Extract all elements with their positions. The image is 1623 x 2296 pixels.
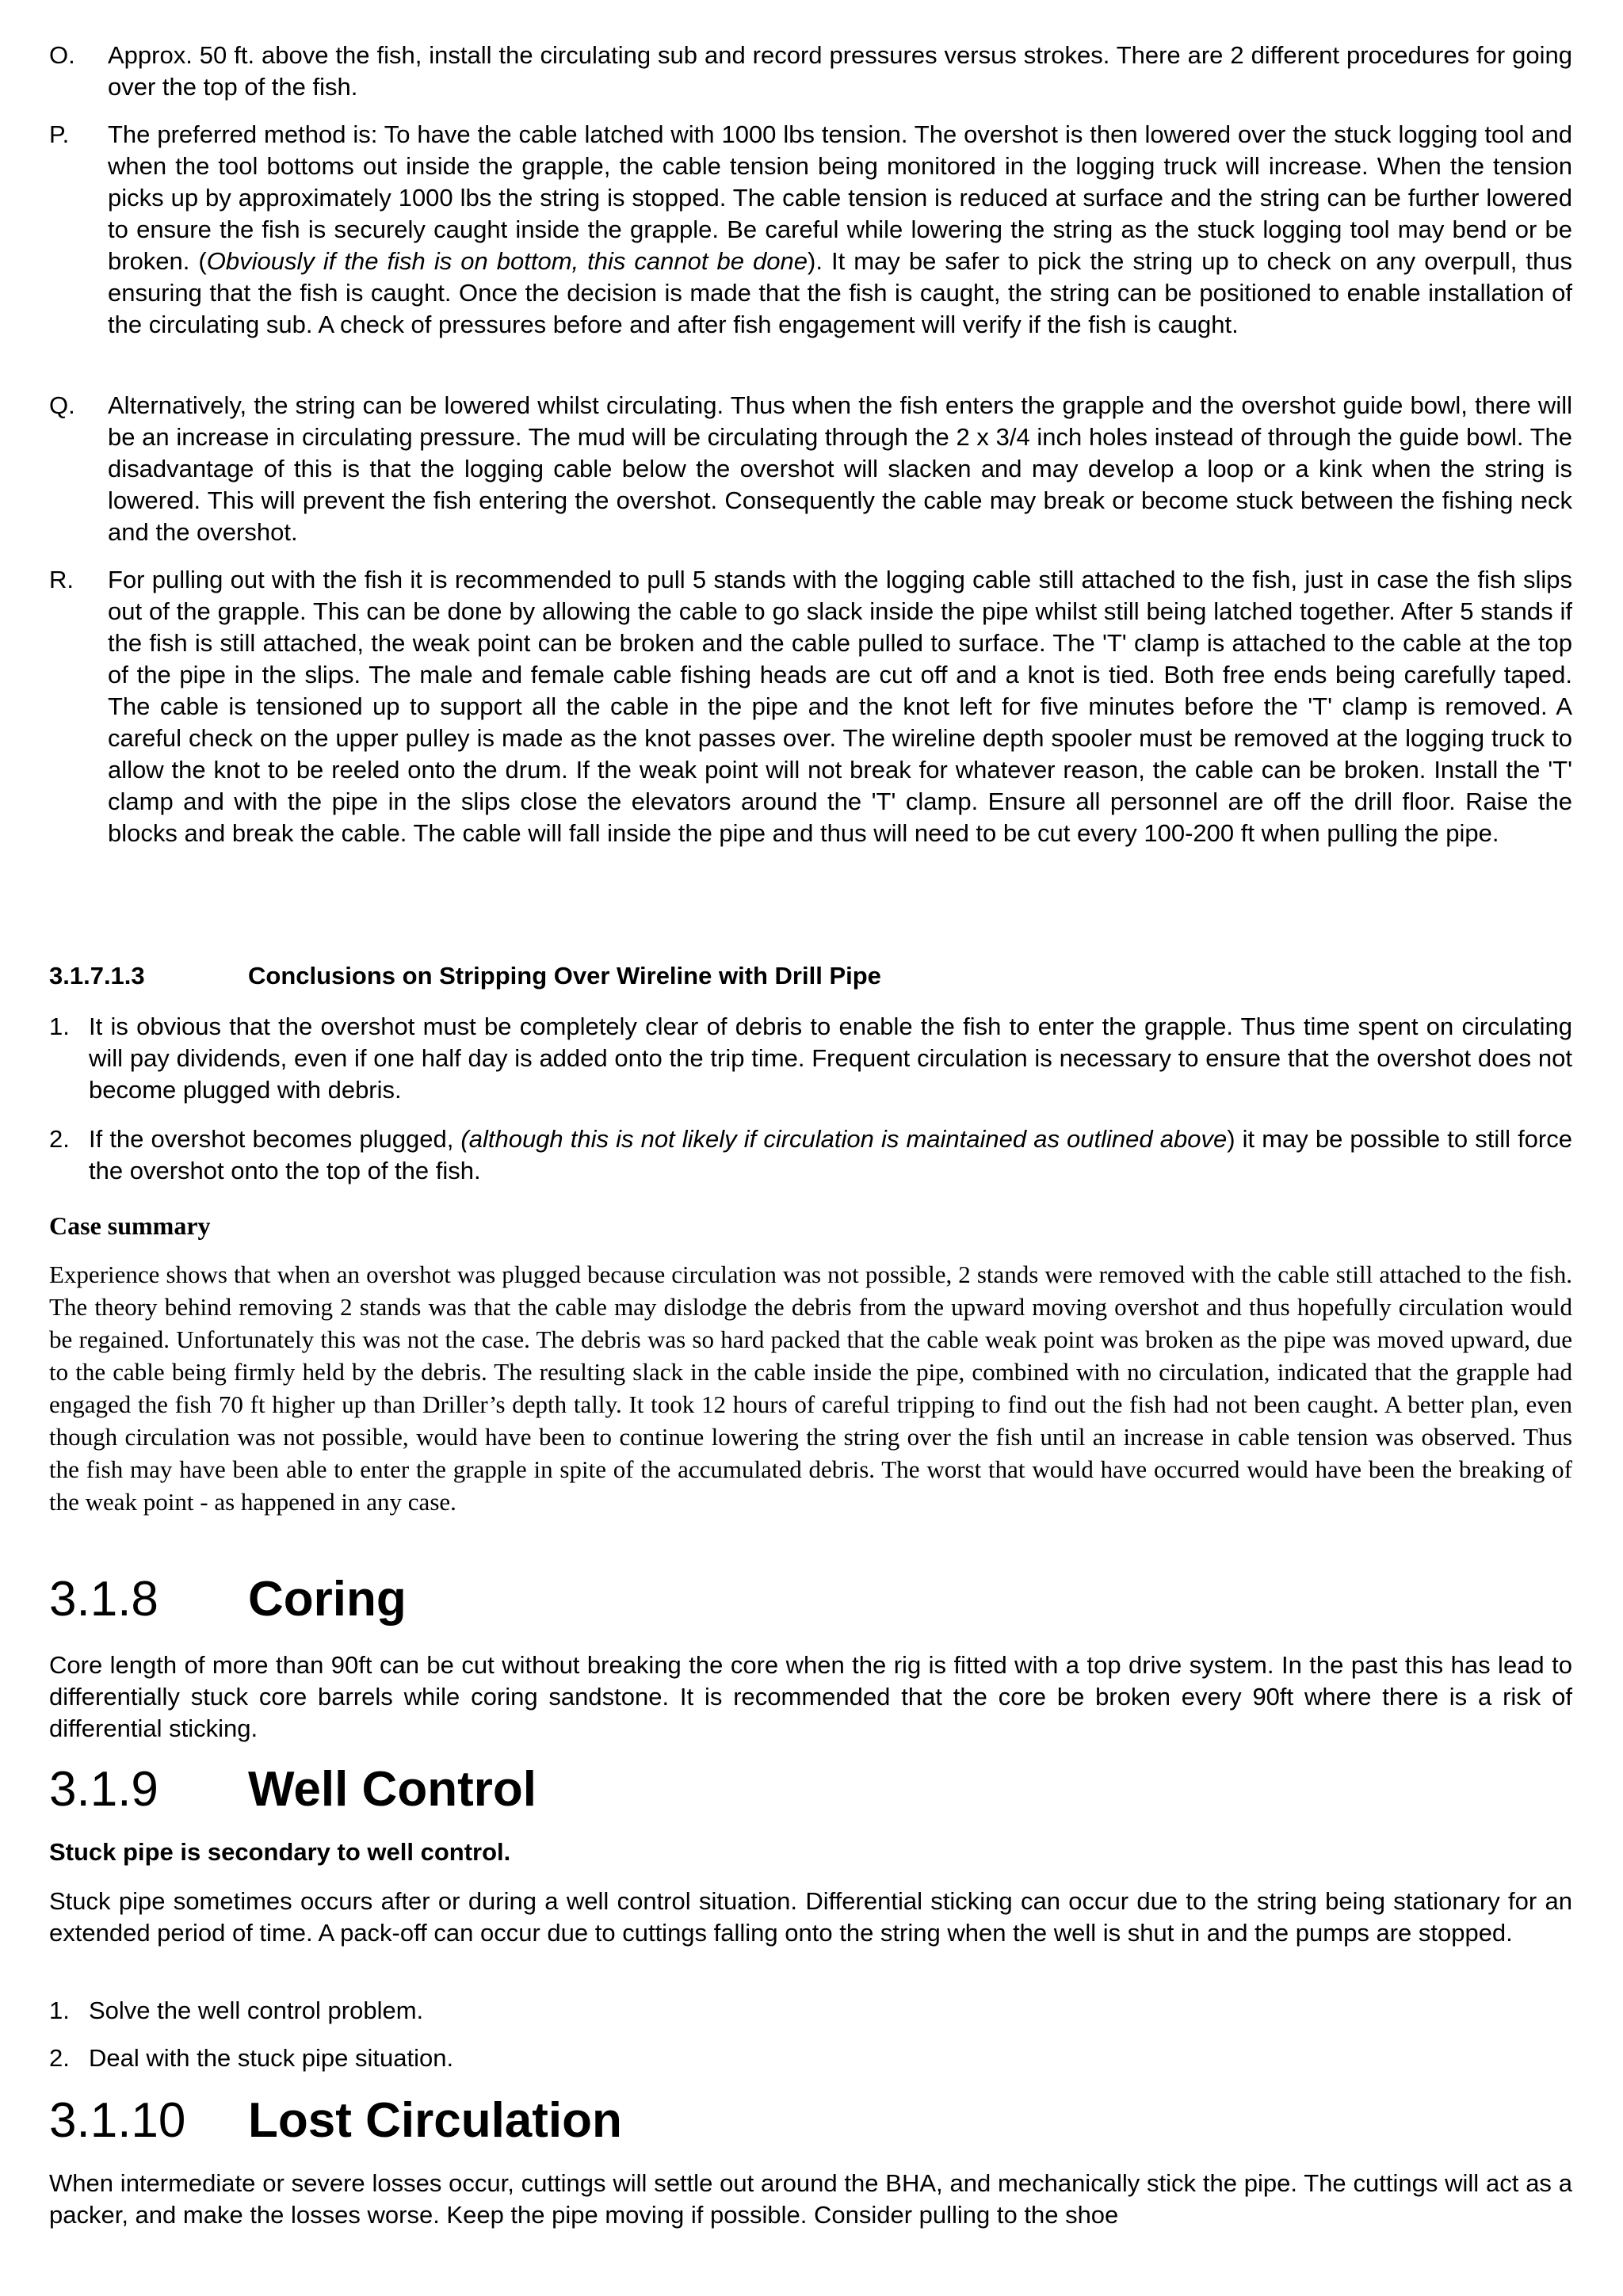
heading-title: Well Control: [248, 1762, 537, 1817]
list-item-p: [49, 119, 1572, 341]
well-control-item-1: [49, 1995, 1572, 2027]
list-marker: 1.: [49, 1013, 70, 1040]
conclusion-item-2: [49, 1123, 1572, 1187]
case-summary-title: Case summary: [49, 1211, 211, 1240]
heading-number: 3.1.9: [49, 1762, 158, 1817]
list-marker: 2.: [49, 2044, 70, 2072]
well-control-lead: Stuck pipe is secondary to well control.: [49, 1838, 511, 1866]
list-item-text: Solve the well control problem.: [89, 1997, 424, 2024]
list-item-text: [89, 1123, 1572, 1187]
heading-number: 3.1.8: [49, 1572, 158, 1627]
heading-number: 3.1.10: [49, 2093, 186, 2148]
conclusion-item-1: [49, 1011, 1572, 1106]
section-heading-coring: [49, 1570, 407, 1629]
list-item-text: Deal with the stuck pipe situation.: [89, 2044, 454, 2072]
section-heading-lost-circulation: [49, 2092, 622, 2150]
section-heading-well-control: [49, 1760, 537, 1819]
coring-paragraph: Core length of more than 90ft can be cut without breaking the core when the rig is fitted with a top drive system. In the past this has lead to differentially stuck core barrels while coring sandstone. It is recommended that the core be broken every 90ft where there is a risk of differential sticking.: [49, 1651, 1572, 1742]
list-item-o: [49, 40, 1572, 103]
list-item-text: For pulling out with the fish it is recommended to pull 5 stands with the logging cable still attached to the fish, just in case the fish slips out of the grapple. This can be done by allowing the cable to go slack inside the pipe whilst still being latched together. After 5 stands if the fish is still attached, the weak point can be broken and the cable pulled to surface. The 'T' clamp is attached to the cable at the top of the pipe in the slips. The male and female cable fishing heads are cut off and a knot is tied. Both free ends being carefully taped. The cable is tensioned up to support all the cable in the pipe and the knot left for five minutes before the 'T' clamp is removed. A careful check on the upper pulley is made as the knot passes over. The wireline depth spooler must be removed at the logging truck to allow the knot to be reeled onto the drum. If the weak point will not break for whatever reason, the cable can be broken. Install the 'T' clamp and with the pipe in the slips close the elevators around the 'T' clamp. Ensure all personnel are off the drill floor. Raise the blocks and break the cable. The cable will fall inside the pipe and thus will need to be cut every 100-200 ft when pulling the pipe.: [108, 566, 1572, 847]
list-marker: R.: [49, 566, 74, 593]
heading-number: 3.1.7.1.3: [49, 962, 145, 990]
text-segment: ) it may be possible to still force the overshot onto the top of the fish.: [89, 1125, 1572, 1184]
lost-circulation-paragraph: When intermediate or severe losses occur, cuttings will settle out around the BHA, and mechanically stick the pipe. The cuttings will act as a packer, and make the losses worse. Keep the pipe moving if possible. Consider pulling to the shoe: [49, 2169, 1572, 2229]
heading-title: Lost Circulation: [248, 2093, 622, 2148]
text-segment: The preferred method is: To have the cable latched with 1000 lbs tension. The overshot is then lowered over the stuck logging tool and when the tool bottoms out inside the grapple, the cable tension being monitored in the logging truck will increase. When the tension picks up by approximately 1000 lbs the string is stopped. The cable tension is reduced at surface and the string can be further lowered to ensure the fish is securely caught inside the grapple. Be careful while lowering the string as the stuck logging tool may bend or be broken. (: [108, 120, 1572, 275]
italic-note: Obviously if the fish is on bottom, this cannot be done: [206, 247, 808, 275]
well-control-paragraph: Stuck pipe sometimes occurs after or during a well control situation. Differential sticking can occur due to the string being stationary for an extended period of time. A pack-off can occur due to cuttings falling onto the string when the well is shut in and the pumps are stopped.: [49, 1887, 1572, 1947]
list-item-q: [49, 390, 1572, 548]
list-marker: P.: [49, 120, 70, 148]
list-marker: Q.: [49, 391, 75, 419]
heading-title: Conclusions on Stripping Over Wireline with Drill Pipe: [248, 962, 881, 990]
list-marker: O.: [49, 41, 75, 69]
list-item-text: [108, 119, 1572, 341]
list-item-text: Alternatively, the string can be lowered whilst circulating. Thus when the fish enters the grapple and the overshot guide bowl, there will be an increase in circulating pressure. The mud will be circulating through the 2 x 3/4 inch holes instead of through the guide bowl. The disadvantage of this is that the logging cable below the overshot will slacken and may develop a loop or a kink when the string is lowered. This will prevent the fish entering the overshot. Consequently the cable may break or become stuck between the fishing neck and the overshot.: [108, 391, 1572, 546]
list-marker: 1.: [49, 1997, 70, 2024]
list-item-r: [49, 564, 1572, 849]
text-segment: If the overshot becomes plugged,: [89, 1125, 461, 1153]
conclusions-heading: [49, 960, 881, 992]
list-marker: 2.: [49, 1125, 70, 1153]
text-segment: ). It may be safer to pick the string up to check on any overpull, thus ensuring that the fish is caught. Once the decision is made that the fish is caught, the string can be positioned to enable installation of the circulating sub. A check of pressures before and after fish engagement will verify if the fish is caught.: [108, 247, 1572, 338]
list-item-text: Approx. 50 ft. above the fish, install the circulating sub and record pressures versus strokes. There are 2 different procedures for going over the top of the fish.: [108, 41, 1572, 101]
heading-title: Coring: [248, 1572, 407, 1627]
list-item-text: It is obvious that the overshot must be completely clear of debris to enable the fish to enter the grapple. Thus time spent on circulating will pay dividends, even if one half day is added onto the trip time. Frequent circulation is necessary to ensure that the overshot does not become plugged with debris.: [89, 1013, 1572, 1104]
well-control-item-2: [49, 2042, 1572, 2074]
italic-note: (although this is not likely if circulation is maintained as outlined above: [460, 1125, 1228, 1153]
case-summary-text: Experience shows that when an overshot was plugged because circulation was not possible, 2 stands were removed with the cable still attached to the fish. The theory behind removing 2 stands was that the cable may dislodge the debris from the upward moving overshot and thus hopefully circulation would be regained. Unfortunately this was not the case. The debris was so hard packed that the cable weak point was broken as the pipe was moved upward, due to the cable being firmly held by the debris. The resulting slack in the cable inside the pipe, combined with no circulation, indicated that the grapple had engaged the fish 70 ft higher up than Driller’s depth tally. It took 12 hours of careful tripping to find out the fish had not been caught. A better plan, even though circulation was not possible, would have been to continue lowering the string over the fish until an increase in cable tension was observed. Thus the fish may have been able to enter the grapple in spite of the accumulated debris. The worst that would have occurred would have been the breaking of the weak point - as happened in any case.: [49, 1261, 1572, 1516]
